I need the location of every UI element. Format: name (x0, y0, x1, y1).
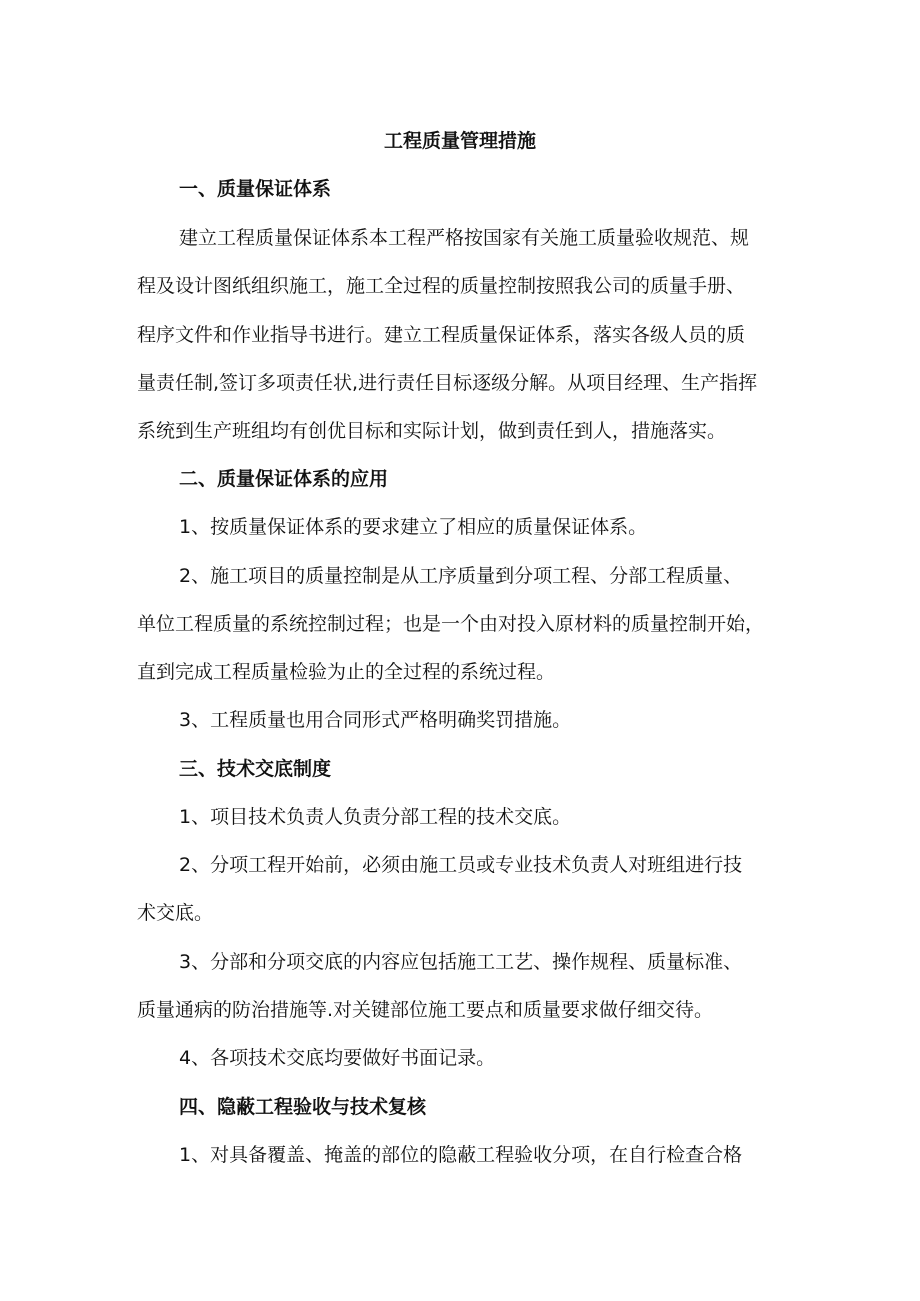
section-heading-quality-assurance: 一、质量保证体系 (179, 178, 332, 200)
paragraph-line: 1、按质量保证体系的要求建立了相应的质量保证体系。 (179, 516, 648, 538)
paragraph-line: 程及设计图纸组织施工，施工全过程的质量控制按照我公司的质量手册、 (137, 275, 746, 297)
document-title: 工程质量管理措施 (383, 130, 536, 152)
section-heading-quality-application: 二、质量保证体系的应用 (179, 468, 389, 490)
paragraph-line: 直到完成工程质量检验为止的全过程的系统过程。 (137, 661, 556, 683)
paragraph-line: 1、项目技术负责人负责分部工程的技术交底。 (179, 806, 572, 828)
paragraph-line: 系统到生产班组均有创优目标和实际计划，做到责任到人，措施落实。 (137, 420, 727, 442)
paragraph-line: 单位工程质量的系统控制过程；也是一个由对投入原材料的质量控制开始， (137, 613, 765, 635)
paragraph-line: 程序文件和作业指导书进行。建立工程质量保证体系，落实各级人员的质 (137, 324, 746, 346)
paragraph-line: 1、对具备覆盖、掩盖的部位的隐蔽工程验收分项，在自行检查合格 (179, 1144, 743, 1166)
paragraph-line: 3、工程质量也用合同形式严格明确奖罚措施。 (179, 709, 572, 731)
section-heading-concealed-works: 四、隐蔽工程验收与技术复核 (179, 1096, 427, 1118)
paragraph-line: 4、各项技术交底均要做好书面记录。 (179, 1047, 496, 1069)
paragraph-line: 2、施工项目的质量控制是从工序质量到分项工程、分部工程质量、 (179, 565, 743, 587)
paragraph-line: 质量通病的防治措施等.对关键部位施工要点和质量要求做仔细交待。 (137, 999, 714, 1021)
paragraph-line: 3、分部和分项交底的内容应包括施工工艺、操作规程、质量标准、 (179, 951, 743, 973)
paragraph-line: 建立工程质量保证体系本工程严格按国家有关施工质量验收规范、规 (179, 227, 750, 249)
paragraph-line: 2、分项工程开始前，必须由施工员或专业技术负责人对班组进行技 (179, 854, 743, 876)
paragraph-line: 术交底。 (137, 902, 214, 924)
paragraph-line: 量责任制,签订多项责任状,进行责任目标逐级分解。从项目经理、生产指挥 (137, 372, 758, 394)
section-heading-technical-briefing: 三、技术交底制度 (179, 758, 332, 780)
